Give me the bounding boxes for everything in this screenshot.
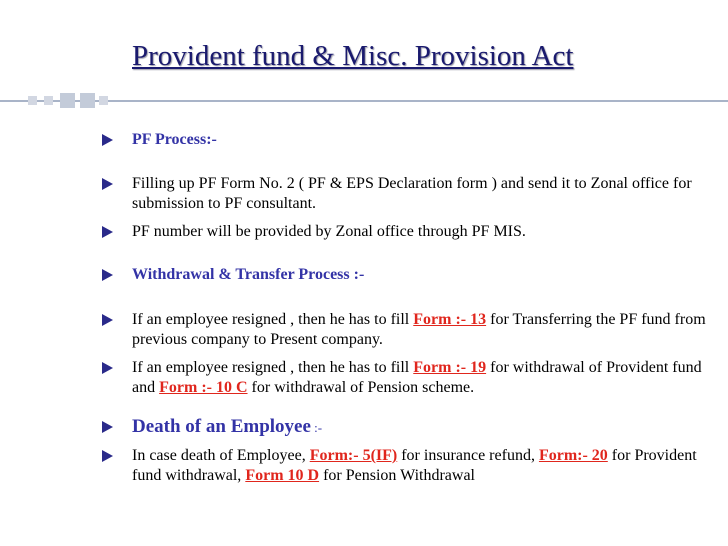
death-heading: Death of an Employee (132, 416, 311, 437)
bullet-death-forms (102, 446, 712, 486)
pf-number-text: PF number will be provided by Zonal office through PF MIS. (132, 223, 526, 240)
bullet-pf-number (102, 222, 712, 242)
death-text-d: for Pension Withdrawal (319, 467, 475, 484)
slide-title: Provident fund & Misc. Provision Act (132, 40, 574, 72)
bullet-arrow-icon (102, 314, 113, 326)
form-19-link: Form :- 19 (413, 359, 487, 376)
bullet-arrow-icon (102, 421, 113, 433)
bullet-pf-form (102, 174, 712, 214)
bullet-arrow-icon (102, 269, 113, 281)
death-heading-suffix: :- (310, 420, 323, 435)
bullet-withdrawal-heading (102, 265, 712, 285)
resign-text-a: If an employee resigned , then he has to fill (132, 311, 414, 328)
withdrawal-transfer-heading: Withdrawal & Transfer Process :- (132, 266, 365, 283)
resign2-text-b: for withdrawal of Provident fund and (132, 359, 702, 396)
resign2-text-a: If an employee resigned , then he has to fill (132, 359, 414, 376)
divider-square (44, 96, 53, 105)
bullet-arrow-icon (102, 178, 113, 190)
bullet-arrow-icon (102, 362, 113, 374)
bullet-arrow-icon (102, 134, 113, 146)
divider-line (0, 100, 728, 102)
bullet-arrow-icon (102, 226, 113, 238)
bullet-list (102, 130, 712, 486)
bullet-resign-withdrawal (102, 358, 712, 398)
form-13-link: Form :- 13 (413, 311, 487, 328)
death-text-a: In case death of Employee, (132, 447, 310, 464)
bullet-pf-heading (102, 130, 712, 150)
pf-process-heading: PF Process:- (132, 131, 217, 148)
form-5if-link: Form:- 5(IF) (309, 447, 398, 464)
bullet-resign-transfer (102, 310, 712, 350)
resign-text-b: for Transferring the PF fund from previous company to Present company. (132, 311, 706, 348)
divider-square (99, 96, 108, 105)
divider-square (28, 96, 37, 105)
form-20-link: Form:- 20 (538, 447, 608, 464)
divider-square (60, 93, 75, 108)
death-text-b: for insurance refund, (397, 447, 539, 464)
pf-form-text: Filling up PF Form No. 2 ( PF & EPS Declaration form ) and send it to Zonal office for submission to PF consultant. (132, 175, 692, 212)
resign2-text-c: for withdrawal of Pension scheme. (247, 379, 475, 396)
bullet-arrow-icon (102, 450, 113, 462)
title-divider (0, 93, 728, 109)
form-10d-link: Form 10 D (245, 467, 320, 484)
divider-square (80, 93, 95, 108)
death-text-c: for Provident fund withdrawal, (132, 447, 697, 484)
bullet-death-heading (102, 417, 712, 438)
form-10c-link: Form :- 10 C (159, 379, 248, 396)
